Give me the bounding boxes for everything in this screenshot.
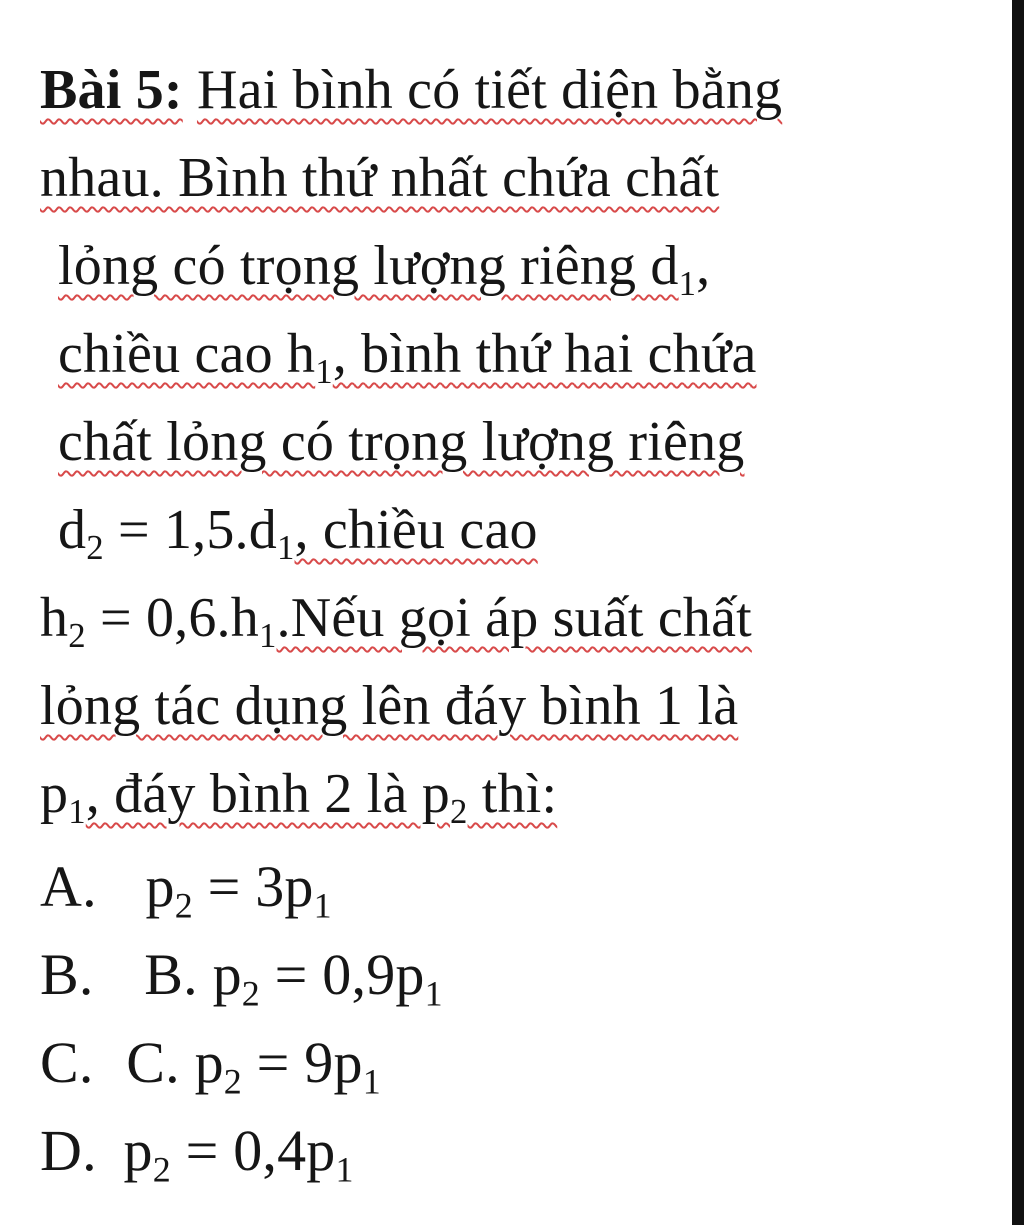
problem-text-3b: , [696, 235, 711, 297]
subscript: 1 [276, 528, 295, 568]
option-formula-mid: = 0,9p [259, 942, 425, 1007]
problem-text-9c: thì: [467, 763, 558, 825]
option-letter: A. [40, 854, 97, 919]
option-letter: B. [40, 942, 94, 1007]
subscript: 2 [174, 885, 193, 926]
problem-text-5: chất lỏng có trọng lượng riêng [58, 411, 745, 473]
option-d [40, 1118, 354, 1190]
problem-line-8 [40, 675, 739, 737]
subscript: 2 [223, 1061, 242, 1102]
problem-text-9a: p [40, 763, 69, 825]
problem-text-3a: lỏng có trọng lượng riêng d [58, 235, 679, 297]
option-letter: D. [40, 1118, 97, 1183]
problem-text-6a: d [58, 499, 87, 561]
subscript: 1 [335, 1149, 354, 1190]
subscript: 1 [424, 973, 443, 1014]
problem-text-9b: , đáy bình 2 là p [85, 763, 450, 825]
option-a [40, 854, 332, 926]
subscript: 1 [68, 792, 86, 832]
option-b [40, 942, 443, 1014]
subscript: 1 [258, 616, 277, 656]
option-formula-mid: = 0,4p [170, 1118, 336, 1183]
problem-line-1 [40, 59, 783, 121]
problem-line-6 [58, 499, 538, 568]
problem-line-4 [58, 323, 757, 392]
subscript: 2 [86, 528, 104, 568]
subscript: 1 [678, 264, 697, 304]
option-formula-mid: = 3p [192, 854, 314, 919]
problem-text-2: nhau. Bình thứ nhất chứa chất [40, 147, 720, 209]
subscript: 2 [68, 616, 86, 656]
problem-text-8: lỏng tác dụng lên đáy bình 1 là [40, 675, 739, 737]
problem-text-4a: chiều cao h [58, 323, 316, 385]
problem-text-6c: , chiều cao [294, 499, 538, 561]
problem-label: Bài 5: [40, 59, 183, 121]
subscript: 1 [313, 885, 332, 926]
problem-text-7c: .Nếu gọi áp suất chất [276, 587, 752, 649]
option-c [40, 1030, 381, 1102]
problem-line-5 [58, 411, 745, 473]
right-edge-border [1012, 0, 1024, 1225]
subscript: 1 [362, 1061, 381, 1102]
problem-text-7a: h [40, 587, 69, 649]
problem-line-7 [40, 587, 752, 656]
option-formula: B. p [144, 942, 242, 1007]
option-letter: C. [40, 1030, 94, 1095]
option-formula-mid: = 9p [241, 1030, 363, 1095]
problem-text-1: Hai bình có tiết diện bằng [196, 59, 783, 121]
subscript: 2 [241, 973, 260, 1014]
problem-line-2 [40, 147, 720, 209]
option-formula: p [145, 854, 175, 919]
subscript: 2 [450, 792, 468, 832]
problem-line-9 [40, 763, 558, 832]
subscript: 1 [315, 352, 333, 392]
problem-text-7b: = 0,6.h [85, 587, 259, 649]
subscript: 2 [152, 1149, 171, 1190]
problem-text-6b: = 1,5.d [103, 499, 277, 561]
problem-text-4b: , bình thứ hai chứa [332, 323, 757, 385]
option-formula: C. p [126, 1030, 224, 1095]
option-formula: p [123, 1118, 153, 1183]
problem-line-3 [58, 235, 711, 304]
